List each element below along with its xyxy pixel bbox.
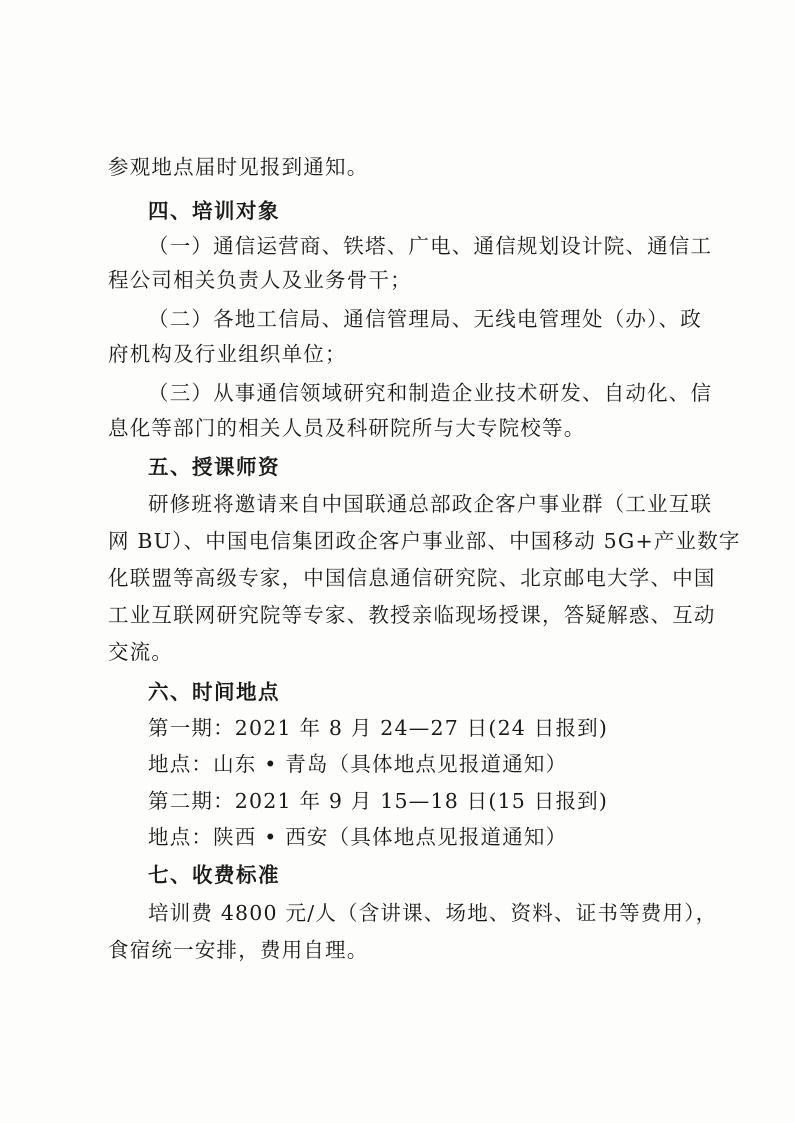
section-7-heading: 七、收费标准 xyxy=(148,863,280,887)
section-4-heading: 四、培训对象 xyxy=(148,199,280,223)
section-7-line-2: 食宿统一安排，费用自理。 xyxy=(108,938,369,962)
section-6-period-1: 第一期：2021 年 8 月 24—27 日(24 日报到) xyxy=(148,716,609,740)
section-6-location-2: 地点：陕西 • 西安（具体地点见报道通知） xyxy=(148,825,568,849)
section-5-line-1: 研修班将邀请来自中国联通总部政企客户事业群（工业互联 xyxy=(148,492,713,516)
section-4-item-3-line-1: （三）从事通信领域研究和制造企业技术研发、自动化、信 xyxy=(148,381,713,405)
section-4-item-1-line-1: （一）通信运营商、铁塔、广电、通信规划设计院、通信工 xyxy=(148,234,713,258)
section-4-item-1-line-2: 程公司相关负责人及业务骨干； xyxy=(108,268,412,292)
section-5-line-2: 网 BU）、中国电信集团政企客户事业部、中国移动 5G+产业数字 xyxy=(108,529,741,553)
section-6-heading: 六、时间地点 xyxy=(148,680,280,704)
section-5-line-5: 交流。 xyxy=(108,640,174,664)
section-4-item-2-line-1: （二）各地工信局、通信管理局、无线电管理处（办）、政 xyxy=(148,307,702,331)
section-5-heading: 五、授课师资 xyxy=(148,455,280,479)
section-6-location-1: 地点：山东 • 青岛（具体地点见报道通知） xyxy=(148,752,568,776)
section-4-item-2-line-2: 府机构及行业组织单位； xyxy=(108,342,347,366)
section-5-line-3: 化联盟等高级专家，中国信息通信研究院、北京邮电大学、中国 xyxy=(108,566,716,590)
intro-continuation: 参观地点届时见报到通知。 xyxy=(108,155,369,179)
section-4-item-3-line-2: 息化等部门的相关人员及科研院所与大专院校等。 xyxy=(108,416,586,440)
section-5-line-4: 工业互联网研究院等专家、教授亲临现场授课，答疑解惑、互动 xyxy=(108,603,716,627)
section-7-line-1: 培训费 4800 元/人（含讲课、场地、资料、证书等费用）， xyxy=(148,901,718,925)
section-6-period-2: 第二期：2021 年 9 月 15—18 日(15 日报到) xyxy=(148,789,609,813)
